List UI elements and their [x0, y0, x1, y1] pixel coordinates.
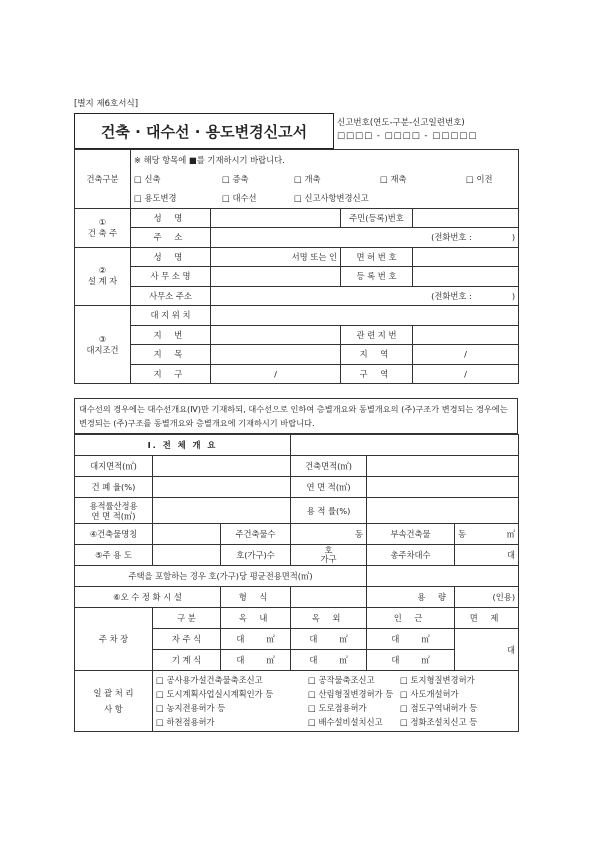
building-type-options-row2 — [131, 189, 519, 209]
septic-capacity-field[interactable]: (인용) — [455, 587, 519, 608]
septic-type-label: 형 식 — [221, 587, 291, 608]
region-label: 지 역 — [341, 345, 413, 365]
checkbox-farmland[interactable]: □ 농지전용허가 등 — [156, 703, 226, 713]
checkbox-temp-structure[interactable]: □ 공사용가설건축물축조신고 — [156, 675, 263, 685]
parking-header-nearby: 인 근 — [367, 608, 455, 629]
parking-header-type: 구 분 — [153, 608, 221, 629]
far-label: 용 적 률(%) — [291, 498, 367, 524]
main-building-count-field[interactable]: 동 — [291, 524, 367, 545]
designer-name-field[interactable] — [211, 247, 341, 267]
site-location-field[interactable] — [211, 306, 519, 326]
checkbox-drainage[interactable]: □ 배수설비설치신고 — [308, 717, 383, 727]
annex-building-field[interactable]: 동 ㎡ — [455, 524, 519, 545]
checkbox-major-repair[interactable]: □ 대수선 — [222, 193, 257, 203]
site-area-field[interactable] — [153, 456, 291, 477]
building-area-field[interactable] — [367, 456, 519, 477]
checkbox-private-road[interactable]: □ 사도개설허가 — [400, 689, 459, 699]
building-type-instruction: ※ 해당 항목에 ■를 기재하시기 바랍니다. — [131, 150, 519, 170]
parking-self-label: 자 주 식 — [153, 629, 221, 650]
related-lot-field[interactable] — [413, 325, 519, 345]
checkbox-reconstruction[interactable]: □ 재축 — [380, 173, 407, 184]
septic-capacity-label: 용 량 — [367, 587, 455, 608]
checkbox-relocation[interactable]: □ 이전 — [466, 173, 493, 184]
signature-label: 서명 또는 인 — [291, 251, 337, 262]
batch-checklist — [153, 671, 519, 732]
owner-address-label: 주 소 — [131, 228, 211, 248]
designer-office-address-label: 사무소 주소 — [131, 286, 211, 306]
building-name-label: ④건축물명칭 — [75, 524, 153, 545]
checkbox-zone-permit[interactable]: □ 점도구역내허가 등 — [400, 703, 478, 713]
parking-header-indoor: 옥 내 — [221, 608, 291, 629]
checkbox-structure-build[interactable]: □ 공작물축조신고 — [308, 675, 375, 685]
designer-office-label: 사 무 소 명 — [131, 267, 211, 287]
building-name-field[interactable] — [153, 524, 221, 545]
zone-field[interactable]: / — [413, 364, 519, 384]
form-title: 건축 · 대수선 · 용도변경신고서 — [74, 113, 334, 149]
repair-note: 대수선의 경우에는 대수선개요(Ⅳ)만 기재하되, 대수선으로 인하여 층별개요와 동별개요의 (주)구조가 변경되는 경우에는 변경되는 (주)구조를 동별개요와 층별개요에 기재하시기 바랍니다. — [74, 398, 518, 434]
checkbox-report-change[interactable]: □ 신고사항변경신고 — [294, 193, 369, 203]
parking-self-nearby[interactable]: 대 ㎡ — [367, 629, 455, 650]
main-use-label: ⑤주 용 도 — [75, 545, 153, 566]
checkbox-extension[interactable]: □ 증축 — [222, 173, 249, 184]
parking-self-indoor[interactable]: 대 ㎡ — [221, 629, 291, 650]
applicant-table — [74, 149, 519, 384]
overview-heading: Ⅰ. 전 체 개 요 — [75, 435, 291, 456]
checkbox-river-occupancy[interactable]: □ 하천점용허가 — [156, 717, 215, 727]
designer-section-label: ② 설 계 자 — [75, 247, 131, 306]
lot-number-field[interactable] — [211, 325, 341, 345]
owner-name-label: 성 명 — [131, 208, 211, 228]
parking-total-field[interactable]: 대 — [455, 545, 519, 566]
region-field[interactable]: / — [413, 345, 519, 365]
building-area-label: 건축면적(㎡) — [291, 456, 367, 477]
septic-type-field[interactable] — [291, 587, 367, 608]
site-location-label: 대 지 위 치 — [131, 306, 211, 326]
related-lot-label: 관 련 지 번 — [341, 325, 413, 345]
designer-reg-field[interactable] — [413, 267, 519, 287]
form-number-label: [별지 제6호서식] — [74, 99, 139, 109]
checkbox-urban-plan[interactable]: □ 도시계획사업실시계획인가 등 — [156, 689, 274, 699]
avg-unit-area-field[interactable] — [367, 566, 519, 587]
designer-reg-label: 등 록 번 호 — [341, 267, 413, 287]
main-use-field[interactable] — [153, 545, 221, 566]
district-label: 지 구 — [131, 364, 211, 384]
units-field[interactable]: 호 가구 — [291, 545, 367, 566]
avg-unit-area-label: 주택을 포함하는 경우 호(가구)당 평균전용면적(㎡) — [75, 566, 367, 587]
parking-mech-indoor[interactable]: 대 ㎡ — [221, 650, 291, 671]
owner-section-label: ① 건 축 주 — [75, 208, 131, 247]
annex-building-label: 부속건축물 — [367, 524, 455, 545]
lot-number-label: 지 번 — [131, 325, 211, 345]
batch-label: 일 괄 처 리 사 항 — [75, 671, 153, 732]
owner-address-field[interactable]: (전화번호 : ) — [211, 228, 519, 248]
designer-phone-label: (전화번호 : — [431, 290, 472, 301]
owner-id-field[interactable] — [413, 208, 519, 228]
site-area-label: 대지면적(㎡) — [75, 456, 153, 477]
building-type-options-row1 — [131, 169, 519, 189]
checkbox-septic-install[interactable]: □ 정화조설치신고 등 — [400, 717, 478, 727]
units-label: 호(가구)수 — [221, 545, 291, 566]
designer-license-label: 면 허 번 호 — [341, 247, 413, 267]
parking-label: 주 차 장 — [75, 608, 153, 671]
parking-header-outdoor: 옥 외 — [291, 608, 367, 629]
main-building-count-label: 주건축물수 — [221, 524, 291, 545]
designer-name-label: 성 명 — [131, 247, 211, 267]
land-category-field[interactable] — [211, 345, 341, 365]
septic-label: ⑥오 수 정 화 시 설 — [75, 587, 221, 608]
overview-table — [74, 434, 519, 732]
site-section-label: ③ 대지조건 — [75, 306, 131, 384]
report-number-boxes[interactable]: □□□□ - □□□□ - □□□□□ — [337, 131, 478, 141]
owner-name-field[interactable] — [211, 208, 341, 228]
checkbox-new-build[interactable]: □ 신축 — [134, 173, 161, 184]
checkbox-forest-change[interactable]: □ 산림형질변경허가 등 — [308, 689, 394, 699]
parking-total-label: 총주차대수 — [367, 545, 455, 566]
parking-self-outdoor[interactable]: 대 ㎡ — [291, 629, 367, 650]
parking-mech-outdoor[interactable]: 대 ㎡ — [291, 650, 367, 671]
owner-id-label: 주민(등록)번호 — [341, 208, 413, 228]
checkbox-road-occupancy[interactable]: □ 도로점용허가 — [308, 703, 367, 713]
designer-office-address-field[interactable]: (전화번호 : ) — [211, 286, 519, 306]
far-floor-area-label: 용적률산정용 연 면 적(㎡) — [75, 498, 153, 524]
zone-label: 구 역 — [341, 364, 413, 384]
parking-mechanical-label: 기 계 식 — [153, 650, 221, 671]
far-floor-area-field[interactable] — [153, 498, 291, 524]
coverage-field[interactable] — [153, 477, 291, 498]
floor-area-field[interactable] — [367, 477, 519, 498]
floor-area-label: 연 면 적(㎡) — [291, 477, 367, 498]
designer-license-field[interactable] — [413, 247, 519, 267]
far-field[interactable] — [367, 498, 519, 524]
checkbox-rebuild[interactable]: □ 개축 — [294, 173, 321, 184]
building-type-label: 건축구분 — [75, 150, 131, 209]
district-field[interactable]: / — [211, 364, 341, 384]
designer-office-field[interactable] — [211, 267, 341, 287]
coverage-label: 건 폐 율(%) — [75, 477, 153, 498]
report-number-label: 신고번호(연도-구분-신고일련번호) — [337, 118, 465, 128]
report-number-block — [337, 117, 477, 143]
land-category-label: 지 목 — [131, 345, 211, 365]
parking-header-exempt: 면 제 — [455, 608, 519, 629]
parking-exempt-field[interactable]: 대 — [455, 629, 519, 671]
checkbox-use-change[interactable]: □ 용도변경 — [134, 193, 177, 203]
checkbox-land-change[interactable]: □ 토지형질변경허가 — [400, 675, 475, 685]
owner-phone-label: (전화번호 : — [431, 232, 472, 243]
parking-mech-nearby[interactable]: 대 ㎡ — [367, 650, 455, 671]
